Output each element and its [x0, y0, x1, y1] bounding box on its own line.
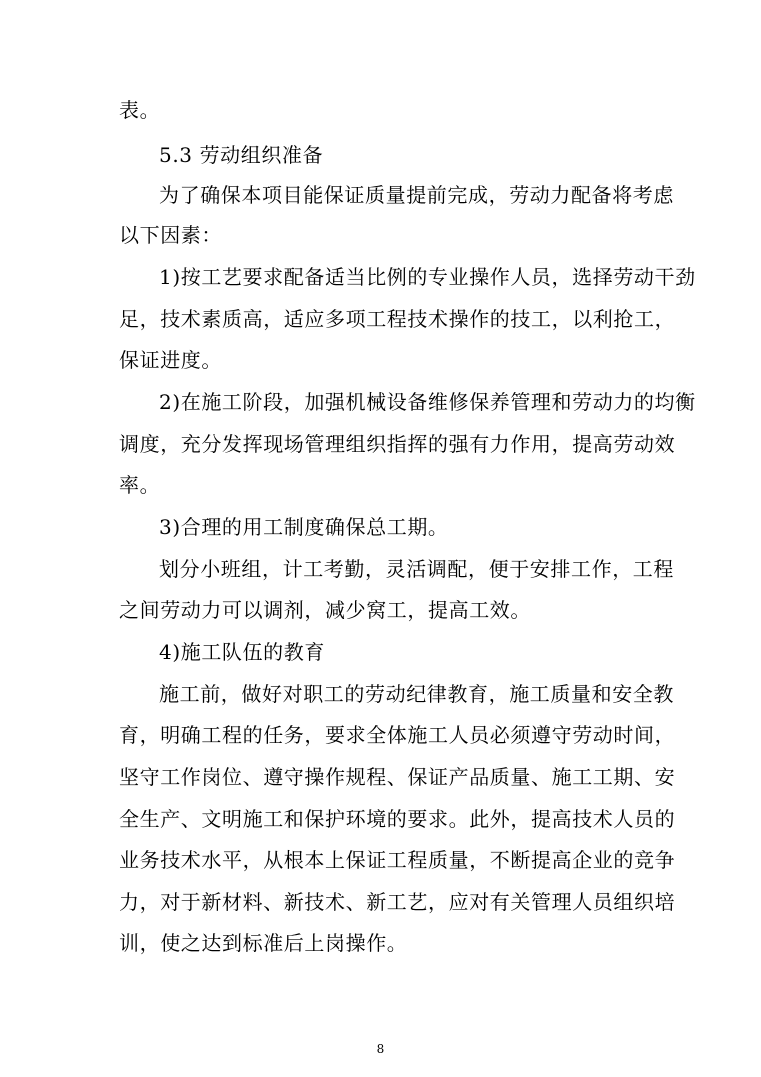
- text-line: 育，明确工程的任务，要求全体施工人员必须遵守劳动时间，: [119, 723, 676, 747]
- text-line: 划分小班组，计工考勤，灵活调配，便于安排工作，工程: [159, 557, 674, 581]
- text-line: 2)在施工阶段，加强机械设备维修保养管理和劳动力的均衡: [159, 390, 696, 414]
- text-line: 业务技术水平，从根本上保证工程质量，不断提高企业的竞争: [119, 848, 676, 872]
- text-line: 4)施工队伍的教育: [159, 640, 325, 664]
- text-line: 调度，充分发挥现场管理组织指挥的强有力作用，提高劳动效: [119, 432, 676, 456]
- text-line: 足，技术素质高，适应多项工程技术操作的技工，以利抢工，: [119, 307, 676, 331]
- text-line: 1)按工艺要求配备适当比例的专业操作人员，选择劳动干劲: [159, 265, 696, 289]
- text-line: 之间劳动力可以调剂，减少窝工，提高工效。: [119, 598, 531, 622]
- text-line: 3)合理的用工制度确保总工期。: [159, 515, 449, 539]
- page-number: 8: [376, 1042, 385, 1056]
- text-line: 施工前，做好对职工的劳动纪律教育，施工质量和安全教: [159, 682, 674, 706]
- text-line: 以下因素：: [119, 223, 222, 247]
- text-line: 坚守工作岗位、遵守操作规程、保证产品质量、施工工期、安: [119, 765, 676, 789]
- text-line: 全生产、文明施工和保护环境的要求。此外，提高技术人员的: [119, 807, 676, 831]
- text-line: 训，使之达到标准后上岗操作。: [119, 931, 408, 955]
- text-line: 为了确保本项目能保证质量提前完成，劳动力配备将考虑: [159, 183, 674, 207]
- text-line: 保证进度。: [119, 348, 222, 372]
- text-line: 表。: [119, 98, 161, 122]
- text-line: 力，对于新材料、新技术、新工艺，应对有关管理人员组织培: [119, 890, 676, 914]
- section-heading: 5.3 劳动组织准备: [159, 143, 324, 167]
- text-line: 率。: [119, 473, 161, 497]
